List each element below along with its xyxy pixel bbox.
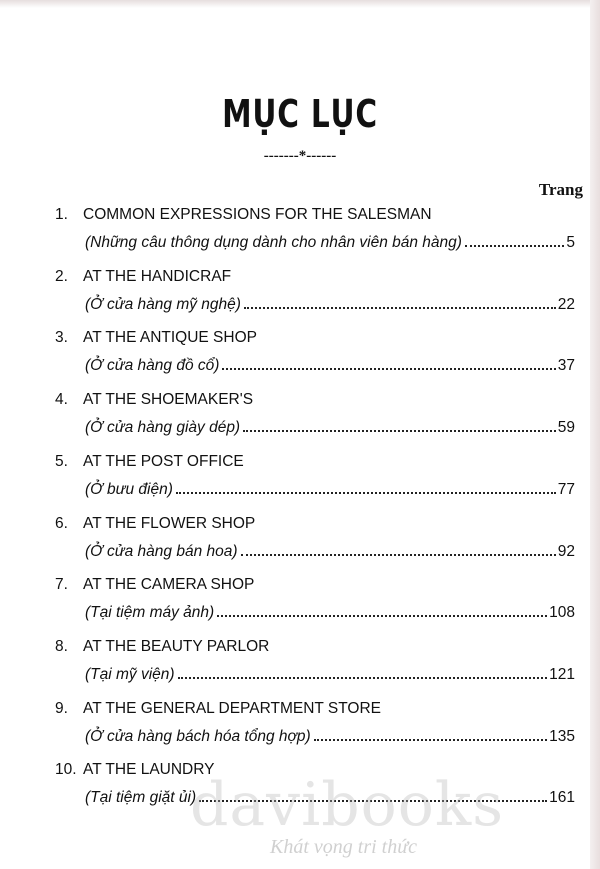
toc-entry-page: 5 <box>566 234 575 251</box>
toc-entry <box>55 326 575 388</box>
toc-entry-title-text: AT THE GENERAL DEPARTMENT STORE <box>83 699 382 717</box>
toc-entry-title-text: COMMON EXPRESSIONS FOR THE SALESMAN <box>83 206 432 223</box>
toc-entry <box>55 265 575 327</box>
dot-leader <box>314 738 547 741</box>
toc-entry-title-text: AT THE SHOEMAKER'S <box>83 391 254 409</box>
watermark-slogan: Khát vọng tri thức <box>270 836 418 858</box>
toc-entry-title <box>55 265 231 289</box>
toc-entry-subtitle: (Tại tiệm giặt ủi) <box>85 789 197 807</box>
toc-title: MỤC LỤC <box>222 92 378 136</box>
toc-entry-page: 92 <box>557 542 575 560</box>
toc-entry-subline <box>85 357 575 381</box>
dot-leader <box>178 676 548 679</box>
toc-entry-title <box>55 388 253 412</box>
toc-entry-number: 7. <box>55 576 68 594</box>
toc-entry-subline <box>85 666 575 690</box>
toc-entry-title-text: AT THE BEAUTY PARLOR <box>83 637 270 655</box>
toc-entry-subline <box>85 234 575 258</box>
toc-entry-title <box>55 697 381 721</box>
toc-entry-title <box>55 450 244 474</box>
toc-entry-subline <box>85 543 575 567</box>
toc-entry-subline <box>85 481 575 505</box>
toc-entry <box>55 512 575 574</box>
toc-entry-number: 1. <box>55 206 68 223</box>
toc-entry <box>55 573 575 635</box>
toc-entry-title <box>55 512 255 536</box>
page-column-label: Trang <box>538 180 583 199</box>
toc-entry-subtitle: (Ở cửa hàng giày dép) <box>85 419 241 437</box>
toc-entry-title-text: AT THE POST OFFICE <box>83 452 244 470</box>
title-separator: -------*------ <box>263 148 337 164</box>
dot-leader <box>222 367 555 370</box>
toc-entry <box>55 203 575 265</box>
toc-entry-subtitle: (Ở cửa hàng đồ cổ) <box>85 357 220 375</box>
dot-leader <box>243 429 556 432</box>
page-top-edge <box>0 0 600 8</box>
toc-entry-page: 22 <box>557 295 575 313</box>
toc-entry-number: 5. <box>55 452 68 470</box>
toc-entry <box>55 450 575 512</box>
dot-leader <box>176 491 556 494</box>
toc-entry <box>55 635 575 697</box>
toc-entry-page: 161 <box>549 789 575 807</box>
toc-entry-subline <box>85 296 575 320</box>
watermark-brand: davibooks <box>190 770 505 840</box>
toc-entry-title <box>55 573 254 597</box>
toc-entry-title <box>55 203 432 227</box>
toc-entry-subtitle: (Ở cửa hàng mỹ nghệ) <box>85 295 241 313</box>
toc-entry-title-text: AT THE ANTIQUE SHOP <box>83 329 257 347</box>
toc-entry-subtitle: (Tại tiệm máy ảnh) <box>85 604 215 622</box>
toc-entry-page: 77 <box>557 480 575 498</box>
toc-entry-subtitle: (Ở cửa hàng bách hóa tổng hợp) <box>85 727 311 745</box>
toc-entry-number: 4. <box>55 391 68 409</box>
toc-entry-page: 121 <box>549 665 575 683</box>
toc-entry-number: 3. <box>55 329 68 347</box>
toc-entry-subline <box>85 728 575 752</box>
toc-entry <box>55 388 575 450</box>
toc-entry-page: 59 <box>557 419 575 437</box>
toc-entry-title <box>55 326 257 350</box>
toc-entry-page: 37 <box>557 357 575 375</box>
toc-entry-title-text: AT THE FLOWER SHOP <box>83 514 256 532</box>
dot-leader <box>241 553 556 556</box>
toc-entry-page: 135 <box>549 727 575 745</box>
toc-entry-subtitle: (Tại mỹ viện) <box>85 665 175 683</box>
toc-entry-page: 108 <box>549 604 575 622</box>
toc-entry-number: 2. <box>55 267 68 285</box>
toc-entry-title-text: AT THE CAMERA SHOP <box>83 576 255 594</box>
toc-entry-title <box>55 635 269 659</box>
page-right-edge <box>590 0 600 869</box>
toc-entry-title-text: AT THE LAUNDRY <box>83 761 215 779</box>
dot-leader <box>244 306 556 309</box>
dot-leader <box>465 244 564 247</box>
toc-entry-number: 9. <box>55 699 68 717</box>
toc-entry-subline <box>85 419 575 443</box>
toc-entry-number: 6. <box>55 514 68 532</box>
toc-entry-subline <box>85 604 575 628</box>
dot-leader <box>217 614 547 617</box>
toc-entry-number: 8. <box>55 637 68 655</box>
toc-entry <box>55 697 575 759</box>
toc-entry-subtitle: (Những câu thông dụng dành cho nhân viên bán hàng) <box>85 234 462 251</box>
toc-entry-subtitle: (Ở bưu điện) <box>85 480 173 498</box>
toc-entry-title-text: AT THE HANDICRAF <box>83 267 232 285</box>
toc-entry-number: 10. <box>55 761 77 779</box>
toc-entry-subtitle: (Ở cửa hàng bán hoa) <box>85 542 238 560</box>
